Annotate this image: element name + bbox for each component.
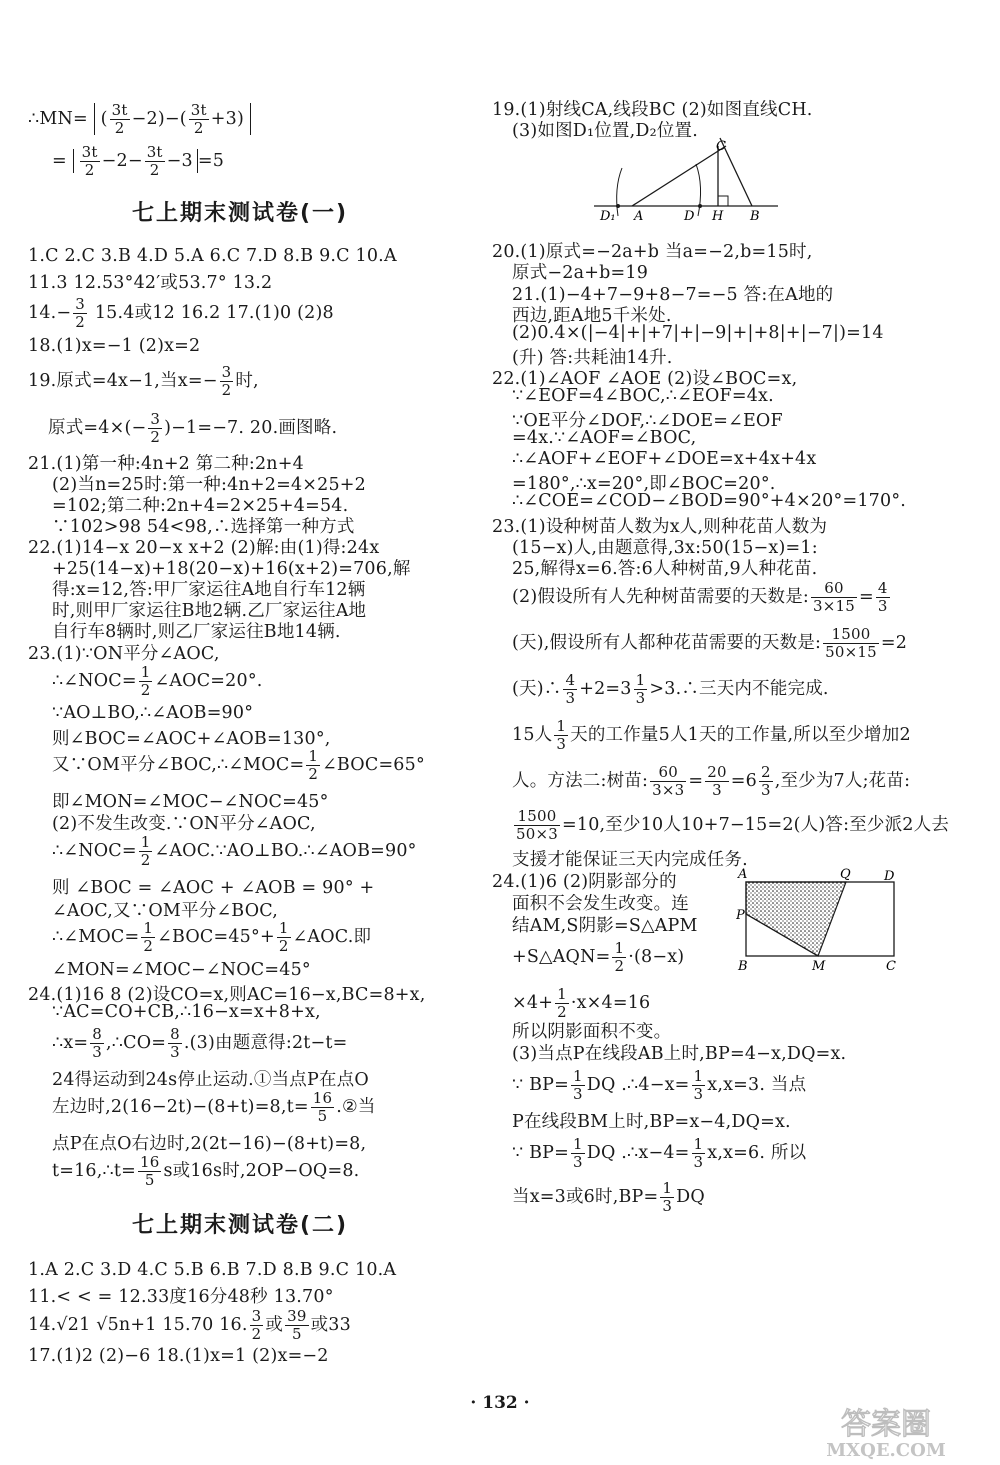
label-h: H <box>712 209 724 224</box>
label-a: A <box>738 867 748 882</box>
fraction: $\frac{3t}{2}$ <box>190 101 207 137</box>
answer-line: +25(14−x)+18(20−x)+16(x+2)=706,解 <box>52 559 411 579</box>
watermark-text: 答案圈 <box>841 1407 931 1442</box>
label-p: P <box>736 908 745 923</box>
answer-line: ∵ BP= $\frac{1}{3}$ DQ .∴4−x= $\frac{1}{3}$ x,x=3. 当点 <box>512 1067 807 1103</box>
answer-line: =102;第二种:2n+4=2×25+4=54. <box>52 496 349 516</box>
label-b: B <box>738 959 748 974</box>
answer-line: 所以阴影面积不变。 <box>512 1022 672 1042</box>
eq-mn-line1 <box>28 102 251 137</box>
label-a: A <box>634 209 644 224</box>
answer-line: 又∵OM平分∠BOC,∴∠MOC= $\frac{1}{2}$ ∠BOC=65° <box>52 747 425 783</box>
answer-line: 原式=4×(− $\frac{3}{2}$ )−1=−7. 20.画图略. <box>48 410 338 446</box>
answer-line: 11.< < = 12.33度16分48秒 13.70° <box>28 1287 334 1307</box>
answer-line: 22.(1)14−x 20−x x+2 (2)解:由(1)得:24x <box>28 538 380 558</box>
answer-line: (3)当点P在线段AB上时,BP=4−x,DQ=x. <box>512 1044 847 1064</box>
answer-line: 25,解得x=6.答:6人种树苗,9人种花苗. <box>512 559 818 579</box>
answer-line: 1.A 2.C 3.D 4.C 5.B 6.B 7.D 8.B 9.C 10.A <box>28 1260 397 1280</box>
answer-line: 1.C 2.C 3.B 4.D 5.A 6.C 7.D 8.B 9.C 10.A <box>28 246 397 266</box>
answer-line: 21.(1)−4+7−9+8−7=−5 答:在A地的 <box>512 285 834 305</box>
answer-line: ∵102>98 54<98,∴选择第一种方式 <box>52 517 355 537</box>
answer-line: 22.(1)∠AOF ∠AOE (2)设∠BOC=x, <box>492 369 798 389</box>
answer-line: ∵∠EOF=4∠BOC,∴∠EOF=4x. <box>512 386 774 406</box>
answer-line: 24.(1)6 (2)阴影部分的 <box>492 872 677 892</box>
answer-line: 即∠MON=∠MOC−∠NOC=45° <box>52 792 329 812</box>
label-b: B <box>750 209 760 224</box>
geometry-figure-lines <box>592 136 782 224</box>
watermark-url: MXQE.COM <box>826 1440 946 1460</box>
answer-line: 时,则甲厂家运往B地2辆.乙厂家运往A地 <box>52 601 367 621</box>
eq-mn-line2: = $\frac{3t}{2}$ −2− $\frac{3t}{2}$ −3 =5 <box>52 143 225 179</box>
watermark-logo <box>782 1400 992 1460</box>
answer-line: ∴∠NOC= $\frac{1}{2}$ ∠AOC=20°. <box>52 663 263 699</box>
answer-line: 原式−2a+b=19 <box>512 263 649 283</box>
label-q: Q <box>840 867 851 882</box>
answer-line: $\frac{1500}{50\times 3}$ =10,至少10人10+7−15=2(人)答:至少派2人去 <box>516 807 950 843</box>
answer-line: 18.(1)x=−1 (2)x=2 <box>28 336 201 356</box>
answer-line: ∴∠COE=∠COD−∠BOD=90°+4×20°=170°. <box>512 491 907 511</box>
answer-line: ∴x= $\frac{8}{3}$ ,∴CO= $\frac{8}{3}$ .(3)由题意得:2t−t= <box>52 1025 348 1061</box>
answer-line: ∴∠MOC= $\frac{1}{2}$ ∠BOC=45°+ $\frac{1}{2}$ ∠AOC.即 <box>52 919 372 955</box>
answer-line: 西边,距A地5千米处. <box>512 306 672 326</box>
answer-line: (2)当n=25时:第一种:4n+2=4×25+2 <box>52 475 367 495</box>
answer-line: 自行车8辆时,则乙厂家运往B地14辆. <box>52 622 341 642</box>
answer-line: 21.(1)第一种:4n+2 第二种:2n+4 <box>28 454 304 474</box>
answer-line: (2)0.4×(|−4|+|+7|+|−9|+|+8|+|−7|)=14 <box>512 323 884 343</box>
answer-line: 24.(1)16 8 (2)设CO=x,则AC=16−x,BC=8+x, <box>28 985 426 1005</box>
answer-line: ∵ BP= $\frac{1}{3}$ DQ .∴x−4= $\frac{1}{3}$ x,x=6. 所以 <box>512 1135 807 1171</box>
answer-line: 14.√21 √5n+1 15.70 16. $\frac{3}{2}$ 或 $\frac{39}{5}$ 或33 <box>28 1307 351 1343</box>
answer-line: 支援才能保证三天内完成任务. <box>512 850 748 870</box>
answer-line: ∠MON=∠MOC−∠NOC=45° <box>52 960 311 980</box>
answer-line: 点P在点O右边时,2(2t−16)−(8+t)=8, <box>52 1134 367 1154</box>
answer-line: 15人 $\frac{1}{3}$ 天的工作量5人1天的工作量,所以至少增加2 <box>512 717 911 753</box>
answer-line: 面积不会发生改变。连 <box>512 894 689 914</box>
answer-line: 14.− $\frac{3}{2}$ 15.4或12 16.2 17.(1)0 (2)8 <box>28 295 334 331</box>
answer-line: ∵AC=CO+CB,∴16−x=x+8+x, <box>52 1002 321 1022</box>
answer-line: 19.原式=4x−1,当x=− $\frac{3}{2}$ 时, <box>28 363 259 399</box>
answer-line: 17.(1)2 (2)−6 18.(1)x=1 (2)x=−2 <box>28 1346 329 1366</box>
answer-line: ∵OE平分∠DOF,∴∠DOE=∠EOF <box>512 411 783 431</box>
answer-line: (天)∴ $\frac{4}{3}$ +2=3 $\frac{1}{3}$ >3.∴三天内不能完成. <box>512 671 829 707</box>
fraction: $\frac{3t}{2}$ <box>111 101 128 137</box>
text: ∴MN= <box>28 109 88 129</box>
answer-line: (15−x)人,由题意得,3x:50(15−x)=1: <box>512 538 818 558</box>
abs-bracket: ( $\frac{3t}{2}$ −2)−( $\frac{3t}{2}$ +3) <box>94 103 251 135</box>
answer-line: 左边时,2(16−2t)−(8+t)=8,t= $\frac{16}{5}$ .②当 <box>52 1089 376 1125</box>
answer-line: 当x=3或6时,BP= $\frac{1}{3}$ DQ <box>512 1179 705 1215</box>
section-title-exam-1: 七上期末测试卷(一) <box>132 201 349 226</box>
answer-line: 23.(1)设种树苗人数为x人,则种花苗人数为 <box>492 517 828 537</box>
answer-line: (升) 答:共耗油14升. <box>512 348 673 368</box>
answer-line: ∴∠NOC= $\frac{1}{2}$ ∠AOC.∵AO⊥BO.∴∠AOB=90° <box>52 833 417 869</box>
label-d1: D₁ <box>600 209 616 224</box>
answer-line: ∵AO⊥BO,∴∠AOB=90° <box>52 703 254 723</box>
section-title-exam-2: 七上期末测试卷(二) <box>132 1213 349 1238</box>
page-number: · 132 · <box>470 1393 530 1413</box>
answer-line: 19.(1)射线CA,线段BC (2)如图直线CH. <box>492 100 813 120</box>
answer-line: 则 ∠BOC = ∠AOC + ∠AOB = 90° + <box>52 878 375 898</box>
answer-line: 23.(1)∵ON平分∠AOC, <box>28 644 220 664</box>
answer-line: =4x.∵∠AOF=∠BOC, <box>512 428 697 448</box>
answer-line: 11.3 12.53°42′或53.7° 13.2 <box>28 273 273 293</box>
answer-line: (2)不发生改变.∵ON平分∠AOC, <box>52 814 316 834</box>
answer-line: +S△AQN= $\frac{1}{2}$ ·(8−x) <box>512 939 685 975</box>
answer-line: =180°,∴x=20°,即∠BOC=20°. <box>512 474 776 494</box>
answer-line: (天),假设所有人都种花苗需要的天数是: $\frac{1500}{50\times 15}$ =2 <box>512 625 908 661</box>
answer-line: 则∠BOC=∠AOC+∠AOB=130°, <box>52 729 331 749</box>
answer-line: 人。方法二:树苗: $\frac{60}{3\times 3}$ = $\frac{20}{3}$ =6 $\frac{2}{3}$ ,至少为7人;花苗: <box>512 763 911 799</box>
rectangle-figure <box>736 866 904 976</box>
label-c: C <box>886 959 896 974</box>
answer-line: 得:x=12,答:甲厂家运往A地自行车12辆 <box>52 580 366 600</box>
label-c: C <box>716 139 726 154</box>
answer-line: (2)假设所有人先种树苗需要的天数是: $\frac{60}{3\times 15}$ = $\frac{4}{3}$ <box>512 579 888 615</box>
abs-bracket: $\frac{3t}{2}$ −2− $\frac{3t}{2}$ −3 <box>73 149 198 173</box>
answer-line: P在线段BM上时,BP=x−4,DQ=x. <box>512 1112 791 1132</box>
answer-line: ∴∠AOF+∠EOF+∠DOE=x+4x+4x <box>512 449 817 469</box>
answer-line: 24得运动到24s停止运动.①当点P在点O <box>52 1070 369 1090</box>
answer-line: 20.(1)原式=−2a+b 当a=−2,b=15时, <box>492 242 813 262</box>
label-d: D <box>884 869 895 884</box>
answer-line: (3)如图D₁位置,D₂位置. <box>512 121 699 141</box>
answer-line: ×4+ $\frac{1}{2}$ ·x×4=16 <box>512 985 651 1021</box>
answer-line: 结AM,S阴影=S△APM <box>512 916 698 936</box>
label-d: D <box>684 209 695 224</box>
answer-line: t=16,∴t= $\frac{16}{5}$ s或16s时,2OP−OQ=8. <box>52 1153 360 1189</box>
label-m: M <box>812 959 826 974</box>
answer-line: ∠AOC,又∵OM平分∠BOC, <box>52 901 278 921</box>
